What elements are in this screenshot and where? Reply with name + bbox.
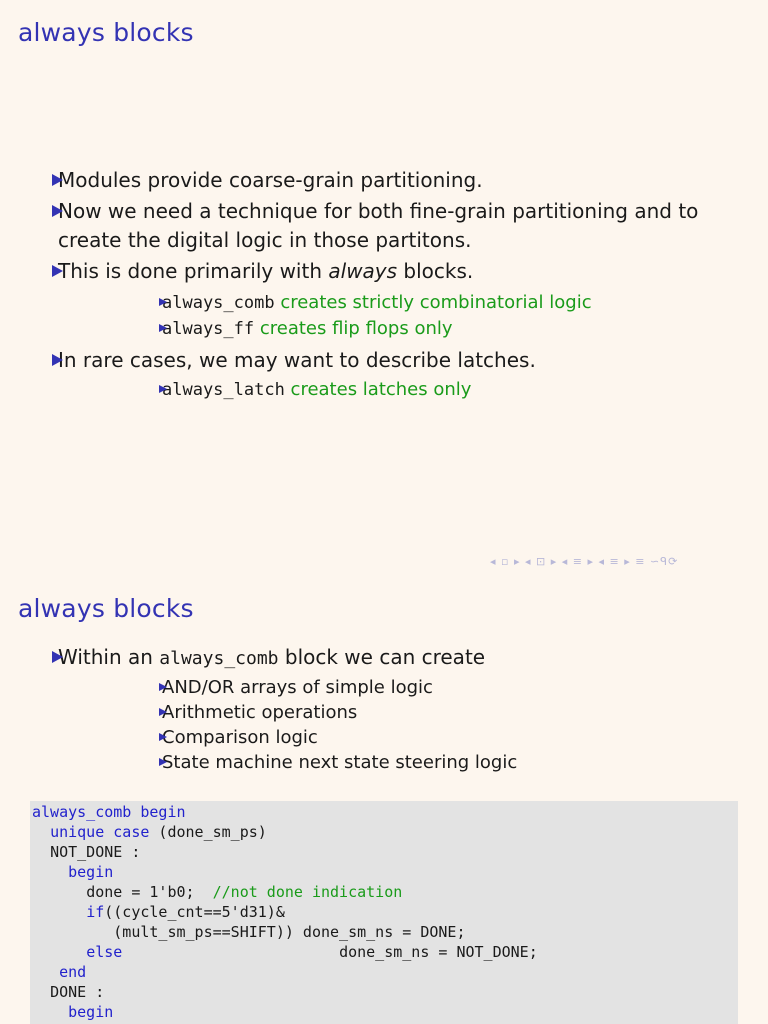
slide-body bbox=[0, 166, 768, 405]
sub-bullet-item: always_comb creates strictly combinatorial logic bbox=[58, 290, 728, 316]
bullet-triangle-icon bbox=[52, 174, 63, 186]
sub-bullet-item: always_ff creates flip flops only bbox=[58, 316, 728, 342]
bullet-item: Within an always_comb block we can create AND/OR arrays of simple logic Arithmetic operations Comparison logic State machine next state steering logic bbox=[0, 643, 768, 775]
bullet-triangle-icon bbox=[52, 205, 63, 217]
sub-bullet-item: Arithmetic operations bbox=[58, 700, 728, 725]
sub-bullet-item: always_latch creates latches only bbox=[58, 377, 728, 403]
sub-bullet-item: Comparison logic bbox=[58, 725, 728, 750]
bullet-triangle-icon bbox=[52, 265, 63, 277]
sub-bullet-item: AND/OR arrays of simple logic bbox=[58, 675, 728, 700]
slide-title: always blocks bbox=[18, 18, 194, 47]
bullet-triangle-icon bbox=[159, 733, 167, 741]
bullet-triangle-icon bbox=[52, 354, 63, 366]
bullet-triangle-icon bbox=[159, 298, 167, 306]
bullet-triangle-icon bbox=[159, 758, 167, 766]
sub-bullet-item: State machine next state steering logic bbox=[58, 750, 728, 775]
slide-title: always blocks bbox=[18, 594, 194, 623]
bullet-item: Now we need a technique for both fine-grain partitioning and to create the digital logic in those partitons. bbox=[0, 197, 768, 255]
bullet-item: Modules provide coarse-grain partitioning. bbox=[0, 166, 768, 195]
bullet-triangle-icon bbox=[159, 708, 167, 716]
code-block: always_comb begin unique case (done_sm_ps) NOT_DONE : begin done = 1'b0; //not done indication if((cycle_cnt==5'd31)& (mult_sm_ps==SHIFT)) done_sm_ns = DONE; else done_sm_ns = NOT_DONE; end DONE : begin bbox=[30, 801, 738, 1024]
bullet-triangle-icon bbox=[52, 651, 63, 663]
slide-body bbox=[0, 643, 768, 777]
bullet-triangle-icon bbox=[159, 385, 167, 393]
slide-2 bbox=[0, 576, 768, 1024]
bullet-triangle-icon bbox=[159, 683, 167, 691]
beamer-navigation-icons[interactable]: ◂ ▫ ▸ ◂ ⊡ ▸ ◂ ≡ ▸ ◂ ≡ ▸ ≡ ∽ᑫ⟳ bbox=[490, 555, 679, 568]
bullet-item: In rare cases, we may want to describe latches. always_latch creates latches only bbox=[0, 346, 768, 403]
bullet-triangle-icon bbox=[159, 324, 167, 332]
bullet-item: This is done primarily with always blocks. always_comb creates strictly combinatorial logic always_ff creates flip flops only bbox=[0, 257, 768, 342]
